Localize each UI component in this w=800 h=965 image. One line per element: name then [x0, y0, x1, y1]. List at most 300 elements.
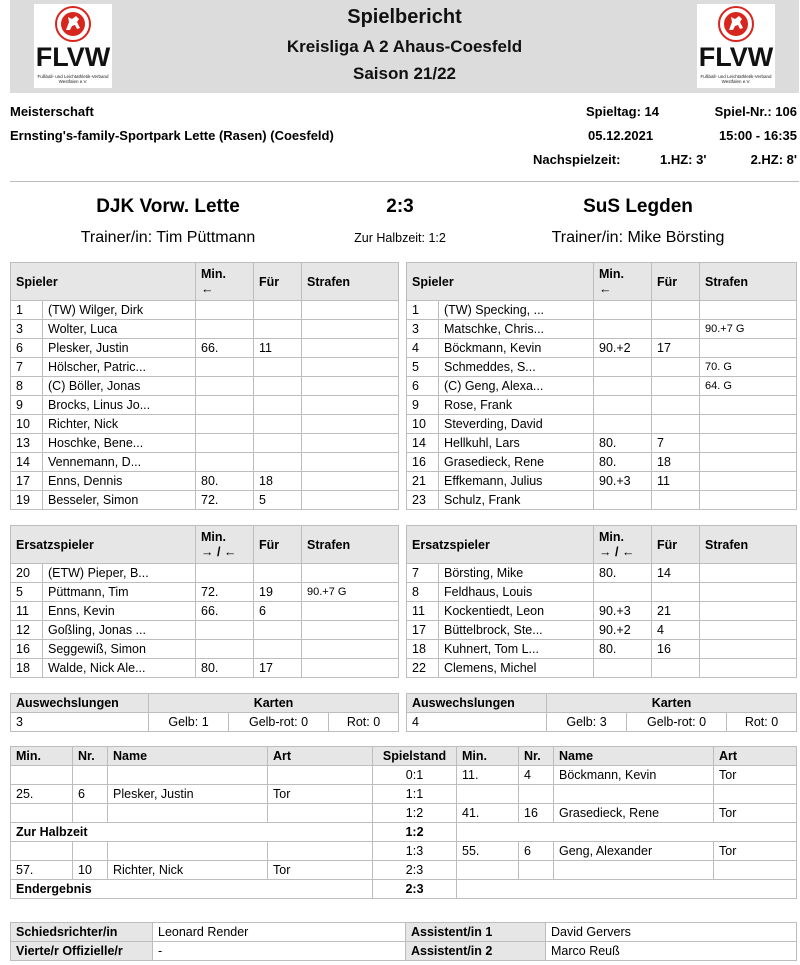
- player-sub-minute: [594, 377, 652, 396]
- player-penalties: [700, 472, 797, 491]
- assistant1-label: Assistent/in 1: [406, 923, 546, 942]
- season-title: Saison 21/22: [352, 64, 456, 83]
- player-row: [11, 358, 399, 377]
- player-number: 11: [407, 602, 439, 621]
- goal-home-min: 25.: [11, 785, 73, 804]
- home-yellow-count: Gelb: 1: [149, 713, 229, 732]
- player-name: Wolter, Luca: [43, 320, 196, 339]
- player-penalties: [302, 472, 399, 491]
- player-sub-minute: [196, 434, 254, 453]
- player-sub-minute: 80.: [196, 659, 254, 678]
- player-sub-minute: [594, 659, 652, 678]
- min-header: Min. → / ←: [594, 526, 652, 564]
- player-sub-minute: [594, 320, 652, 339]
- competition-label: Meisterschaft: [10, 104, 94, 119]
- player-sub-for: [652, 377, 700, 396]
- player-penalties: [700, 415, 797, 434]
- player-row: [407, 358, 797, 377]
- goal-away-art: Tor: [714, 842, 797, 861]
- player-row: [407, 453, 797, 472]
- player-number: 1: [407, 301, 439, 320]
- goal-home-nr: 6: [73, 785, 108, 804]
- player-row: [11, 320, 399, 339]
- player-row: [11, 472, 399, 491]
- empty-cell: [457, 823, 797, 842]
- goal-home-art: [268, 766, 373, 785]
- goal-away-nr: 16: [519, 804, 554, 823]
- player-penalties: [302, 301, 399, 320]
- player-name: Enns, Kevin: [43, 602, 196, 621]
- player-row: [407, 396, 797, 415]
- karten-header: Karten: [547, 694, 797, 713]
- player-sub-for: [254, 377, 302, 396]
- logo-sub-text: Fußball- und Leichtathletik-Verband Westfalen e.V.: [700, 74, 772, 84]
- goal-home-min: [11, 766, 73, 785]
- player-sub-for: 6: [254, 602, 302, 621]
- divider: [10, 181, 799, 182]
- goal-away-nr: 6: [519, 842, 554, 861]
- goal-home-name: [108, 842, 268, 861]
- matchday-label: Spieltag: 14: [586, 104, 659, 119]
- goal-row: [11, 823, 797, 842]
- fuer-header: Für: [254, 526, 302, 564]
- player-name: (C) Böller, Jonas: [43, 377, 196, 396]
- player-penalties: [302, 377, 399, 396]
- player-penalties: [302, 659, 399, 678]
- player-sub-for: [254, 320, 302, 339]
- goal-home-art: Tor: [268, 785, 373, 804]
- player-sub-minute: [196, 415, 254, 434]
- player-sub-minute: 90.+3: [594, 472, 652, 491]
- goal-away-min: [457, 785, 519, 804]
- player-row: [11, 339, 399, 358]
- away-trainer: Trainer/in: Mike Börsting: [551, 229, 725, 246]
- player-row: [11, 453, 399, 472]
- player-sub-for: [254, 415, 302, 434]
- player-sub-for: [652, 491, 700, 510]
- player-name: Goßling, Jonas ...: [43, 621, 196, 640]
- strafen-header: Strafen: [700, 263, 797, 301]
- min-header: Min. ←: [196, 263, 254, 301]
- player-number: 7: [407, 564, 439, 583]
- player-row: [11, 602, 399, 621]
- player-row: [407, 472, 797, 491]
- player-name: Rose, Frank: [439, 396, 594, 415]
- goal-nr-header: Nr.: [73, 747, 108, 766]
- player-number: 5: [407, 358, 439, 377]
- player-penalties: [700, 301, 797, 320]
- goal-row: [11, 861, 797, 880]
- player-row: [11, 396, 399, 415]
- goal-score: 2:3: [373, 861, 457, 880]
- empty-cell: [457, 880, 797, 899]
- player-number: 13: [11, 434, 43, 453]
- player-penalties: [302, 320, 399, 339]
- match-date: 05.12.2021: [588, 128, 654, 143]
- player-row: [407, 621, 797, 640]
- player-sub-for: [254, 434, 302, 453]
- goal-away-art: [714, 861, 797, 880]
- player-sub-minute: 66.: [196, 339, 254, 358]
- player-sub-for: [652, 415, 700, 434]
- subs-header: Ersatzspieler: [11, 526, 196, 564]
- player-sub-minute: 90.+3: [594, 602, 652, 621]
- player-penalties: [700, 453, 797, 472]
- player-row: [407, 377, 797, 396]
- player-sub-minute: 72.: [196, 583, 254, 602]
- goal-home-min: [11, 842, 73, 861]
- page-title: Spielbericht: [347, 6, 462, 28]
- away-sub-count: 4: [407, 713, 547, 732]
- player-sub-for: 17: [254, 659, 302, 678]
- officials-table: [10, 922, 797, 961]
- player-number: 18: [407, 640, 439, 659]
- player-sub-minute: [594, 415, 652, 434]
- player-penalties: 64. G: [700, 377, 797, 396]
- player-sub-minute: 90.+2: [594, 621, 652, 640]
- home-subs-table: [10, 525, 399, 678]
- goal-away-min: [457, 861, 519, 880]
- player-number: 8: [407, 583, 439, 602]
- player-penalties: [302, 339, 399, 358]
- player-sub-for: 18: [652, 453, 700, 472]
- goal-away-min: 41.: [457, 804, 519, 823]
- player-penalties: [700, 491, 797, 510]
- player-sub-minute: [594, 301, 652, 320]
- min-header: Min. → / ←: [196, 526, 254, 564]
- player-sub-minute: 80.: [196, 472, 254, 491]
- goal-away-art: Tor: [714, 766, 797, 785]
- player-sub-minute: [196, 640, 254, 659]
- goal-home-art: Tor: [268, 861, 373, 880]
- home-summary-table: [10, 693, 399, 732]
- player-penalties: [302, 491, 399, 510]
- player-sub-minute: [594, 583, 652, 602]
- goal-away-min: 11.: [457, 766, 519, 785]
- player-sub-minute: [196, 621, 254, 640]
- player-name: Schulz, Frank: [439, 491, 594, 510]
- player-sub-for: 16: [652, 640, 700, 659]
- player-number: 6: [407, 377, 439, 396]
- player-penalties: [302, 602, 399, 621]
- player-name: Besseler, Simon: [43, 491, 196, 510]
- player-number: 3: [407, 320, 439, 339]
- player-number: 16: [407, 453, 439, 472]
- assistant2-label: Assistent/in 2: [406, 942, 546, 961]
- logo-brand-text: FLVW: [698, 42, 774, 72]
- goal-home-name: [108, 804, 268, 823]
- player-number: 14: [407, 434, 439, 453]
- player-row: [11, 659, 399, 678]
- min-header: Min. ←: [594, 263, 652, 301]
- player-row: [407, 301, 797, 320]
- player-name: Matschke, Chris...: [439, 320, 594, 339]
- assistant1-name: David Gervers: [546, 923, 797, 942]
- player-sub-for: [254, 453, 302, 472]
- away-red-count: Rot: 0: [727, 713, 797, 732]
- goal-row: [11, 842, 797, 861]
- player-name: Büttelbrock, Ste...: [439, 621, 594, 640]
- goal-home-min: [11, 804, 73, 823]
- player-sub-for: 21: [652, 602, 700, 621]
- player-sub-for: [254, 564, 302, 583]
- league-title: Kreisliga A 2 Ahaus-Coesfeld: [286, 37, 523, 56]
- player-sub-for: [254, 621, 302, 640]
- goal-away-nr: 4: [519, 766, 554, 785]
- player-sub-minute: [196, 358, 254, 377]
- player-sub-for: 11: [652, 472, 700, 491]
- player-sub-for: 17: [652, 339, 700, 358]
- player-sub-for: 19: [254, 583, 302, 602]
- goal-away-name: [554, 785, 714, 804]
- player-penalties: [700, 621, 797, 640]
- player-sub-minute: [594, 396, 652, 415]
- fuer-header: Für: [254, 263, 302, 301]
- player-number: 9: [407, 396, 439, 415]
- player-sub-for: [652, 320, 700, 339]
- player-sub-for: 7: [652, 434, 700, 453]
- strafen-header: Strafen: [302, 263, 399, 301]
- player-name: Enns, Dennis: [43, 472, 196, 491]
- goal-name-header: Name: [108, 747, 268, 766]
- player-row: [11, 415, 399, 434]
- player-number: 22: [407, 659, 439, 678]
- player-penalties: [700, 659, 797, 678]
- player-name: Feldhaus, Louis: [439, 583, 594, 602]
- player-name: Börsting, Mike: [439, 564, 594, 583]
- player-sub-for: [652, 659, 700, 678]
- logo-sub-text: Fußball- und Leichtathletik-Verband Westfalen e.V.: [37, 74, 109, 84]
- player-row: [11, 640, 399, 659]
- home-sub-count: 3: [11, 713, 149, 732]
- goal-art-header: Art: [268, 747, 373, 766]
- goal-home-name: Richter, Nick: [108, 861, 268, 880]
- player-row: [11, 583, 399, 602]
- player-row: [407, 583, 797, 602]
- player-name: Seggewiß, Simon: [43, 640, 196, 659]
- goal-away-art: [714, 785, 797, 804]
- player-row: [11, 564, 399, 583]
- players-header: Spieler: [11, 263, 196, 301]
- venue-label: Ernsting's-family-Sportpark Lette (Rasen) (Coesfeld): [10, 128, 334, 143]
- spielstand-header: Spielstand: [373, 747, 457, 766]
- player-penalties: [700, 339, 797, 358]
- home-yellowred-count: Gelb-rot: 0: [229, 713, 329, 732]
- player-sub-minute: [196, 453, 254, 472]
- player-name: (TW) Specking, ...: [439, 301, 594, 320]
- away-yellow-count: Gelb: 3: [547, 713, 627, 732]
- player-name: Kockentiedt, Leon: [439, 602, 594, 621]
- player-row: [407, 491, 797, 510]
- player-sub-minute: 72.: [196, 491, 254, 510]
- player-name: Plesker, Justin: [43, 339, 196, 358]
- goal-away-min: 55.: [457, 842, 519, 861]
- goal-score: 2:3: [373, 880, 457, 899]
- player-sub-for: [652, 358, 700, 377]
- goal-name-header: Name: [554, 747, 714, 766]
- player-row: [407, 659, 797, 678]
- player-sub-for: 4: [652, 621, 700, 640]
- away-team-name: SuS Legden: [583, 196, 693, 217]
- player-penalties: [302, 453, 399, 472]
- player-sub-minute: 80.: [594, 564, 652, 583]
- player-number: 20: [11, 564, 43, 583]
- player-name: Steverding, David: [439, 415, 594, 434]
- player-sub-minute: [196, 564, 254, 583]
- player-penalties: 70. G: [700, 358, 797, 377]
- player-row: [11, 434, 399, 453]
- auswechslungen-header: Auswechslungen: [11, 694, 149, 713]
- player-row: [407, 320, 797, 339]
- goal-nr-header: Nr.: [519, 747, 554, 766]
- player-name: (TW) Wilger, Dirk: [43, 301, 196, 320]
- karten-header: Karten: [149, 694, 399, 713]
- player-penalties: [302, 358, 399, 377]
- player-penalties: [700, 640, 797, 659]
- goal-home-art: [268, 804, 373, 823]
- goal-art-header: Art: [714, 747, 797, 766]
- strafen-header: Strafen: [302, 526, 399, 564]
- player-number: 16: [11, 640, 43, 659]
- goal-away-name: [554, 861, 714, 880]
- player-number: 11: [11, 602, 43, 621]
- player-sub-for: [652, 396, 700, 415]
- player-name: (C) Geng, Alexa...: [439, 377, 594, 396]
- player-sub-for: [652, 301, 700, 320]
- player-name: Richter, Nick: [43, 415, 196, 434]
- player-penalties: [700, 396, 797, 415]
- goal-home-nr: 10: [73, 861, 108, 880]
- player-number: 23: [407, 491, 439, 510]
- player-sub-minute: [594, 491, 652, 510]
- player-number: 14: [11, 453, 43, 472]
- player-sub-for: [254, 301, 302, 320]
- player-penalties: [302, 564, 399, 583]
- player-name: Grasedieck, Rene: [439, 453, 594, 472]
- player-row: [407, 602, 797, 621]
- goal-away-name: Böckmann, Kevin: [554, 766, 714, 785]
- flvw-logo-right: [697, 4, 775, 88]
- goal-min-header: Min.: [11, 747, 73, 766]
- player-name: Hellkuhl, Lars: [439, 434, 594, 453]
- home-red-count: Rot: 0: [329, 713, 399, 732]
- player-number: 5: [11, 583, 43, 602]
- goal-score: 1:2: [373, 804, 457, 823]
- player-sub-minute: [196, 377, 254, 396]
- goal-home-nr: [73, 842, 108, 861]
- final-score: 2:3: [386, 196, 414, 217]
- final-row-label: Endergebnis: [11, 880, 373, 899]
- goal-home-art: [268, 842, 373, 861]
- away-players-table: [406, 262, 797, 510]
- player-penalties: 90.+7 G: [700, 320, 797, 339]
- goal-away-nr: [519, 861, 554, 880]
- player-sub-for: 11: [254, 339, 302, 358]
- horse-emblem-icon: [718, 6, 754, 42]
- player-penalties: [302, 396, 399, 415]
- goal-score: 1:3: [373, 842, 457, 861]
- player-number: 21: [407, 472, 439, 491]
- player-sub-for: [254, 358, 302, 377]
- player-sub-minute: [594, 358, 652, 377]
- referee-name: Leonard Render: [153, 923, 406, 942]
- player-number: 1: [11, 301, 43, 320]
- goal-row: [11, 804, 797, 823]
- player-sub-minute: [196, 320, 254, 339]
- player-row: [407, 564, 797, 583]
- player-row: [11, 491, 399, 510]
- player-sub-minute: 66.: [196, 602, 254, 621]
- player-row: [11, 621, 399, 640]
- extra-time-second-half: 2.HZ: 8': [750, 152, 797, 167]
- player-number: 7: [11, 358, 43, 377]
- goal-row: [11, 766, 797, 785]
- player-number: 6: [11, 339, 43, 358]
- player-penalties: [302, 621, 399, 640]
- player-name: Vennemann, D...: [43, 453, 196, 472]
- goal-home-min: 57.: [11, 861, 73, 880]
- player-number: 17: [407, 621, 439, 640]
- player-row: [11, 301, 399, 320]
- player-number: 4: [407, 339, 439, 358]
- goal-away-nr: [519, 785, 554, 804]
- player-penalties: [700, 602, 797, 621]
- home-trainer: Trainer/in: Tim Püttmann: [80, 229, 256, 246]
- player-sub-for: [254, 396, 302, 415]
- player-penalties: [302, 640, 399, 659]
- player-sub-minute: [196, 396, 254, 415]
- player-name: Kuhnert, Tom L...: [439, 640, 594, 659]
- goal-home-name: [108, 766, 268, 785]
- player-row: [407, 339, 797, 358]
- logo-brand-text: FLVW: [35, 42, 111, 72]
- player-name: Püttmann, Tim: [43, 583, 196, 602]
- goal-away-name: Geng, Alexander: [554, 842, 714, 861]
- player-penalties: [700, 434, 797, 453]
- player-sub-minute: [196, 301, 254, 320]
- away-summary-table: [406, 693, 797, 732]
- player-name: Hoschke, Bene...: [43, 434, 196, 453]
- home-players-table: [10, 262, 399, 510]
- referee-label: Schiedsrichter/in: [11, 923, 153, 942]
- player-number: 9: [11, 396, 43, 415]
- player-penalties: 90.+7 G: [302, 583, 399, 602]
- goals-table: [10, 746, 797, 899]
- player-sub-for: 18: [254, 472, 302, 491]
- player-penalties: [302, 434, 399, 453]
- player-number: 12: [11, 621, 43, 640]
- player-sub-for: 14: [652, 564, 700, 583]
- assistant2-name: Marco Reuß: [546, 942, 797, 961]
- goal-home-nr: [73, 804, 108, 823]
- player-row: [407, 434, 797, 453]
- match-number-label: Spiel-Nr.: 106: [714, 104, 797, 119]
- subs-header: Ersatzspieler: [407, 526, 594, 564]
- player-name: Schmeddes, S...: [439, 358, 594, 377]
- player-number: 17: [11, 472, 43, 491]
- player-name: Clemens, Michel: [439, 659, 594, 678]
- goal-home-name: Plesker, Justin: [108, 785, 268, 804]
- player-number: 3: [11, 320, 43, 339]
- fuer-header: Für: [652, 263, 700, 301]
- player-row: [407, 640, 797, 659]
- goal-home-nr: [73, 766, 108, 785]
- extra-time-first-half: 1.HZ: 3': [660, 152, 707, 167]
- player-sub-for: 5: [254, 491, 302, 510]
- player-penalties: [302, 415, 399, 434]
- player-penalties: [700, 583, 797, 602]
- player-number: 19: [11, 491, 43, 510]
